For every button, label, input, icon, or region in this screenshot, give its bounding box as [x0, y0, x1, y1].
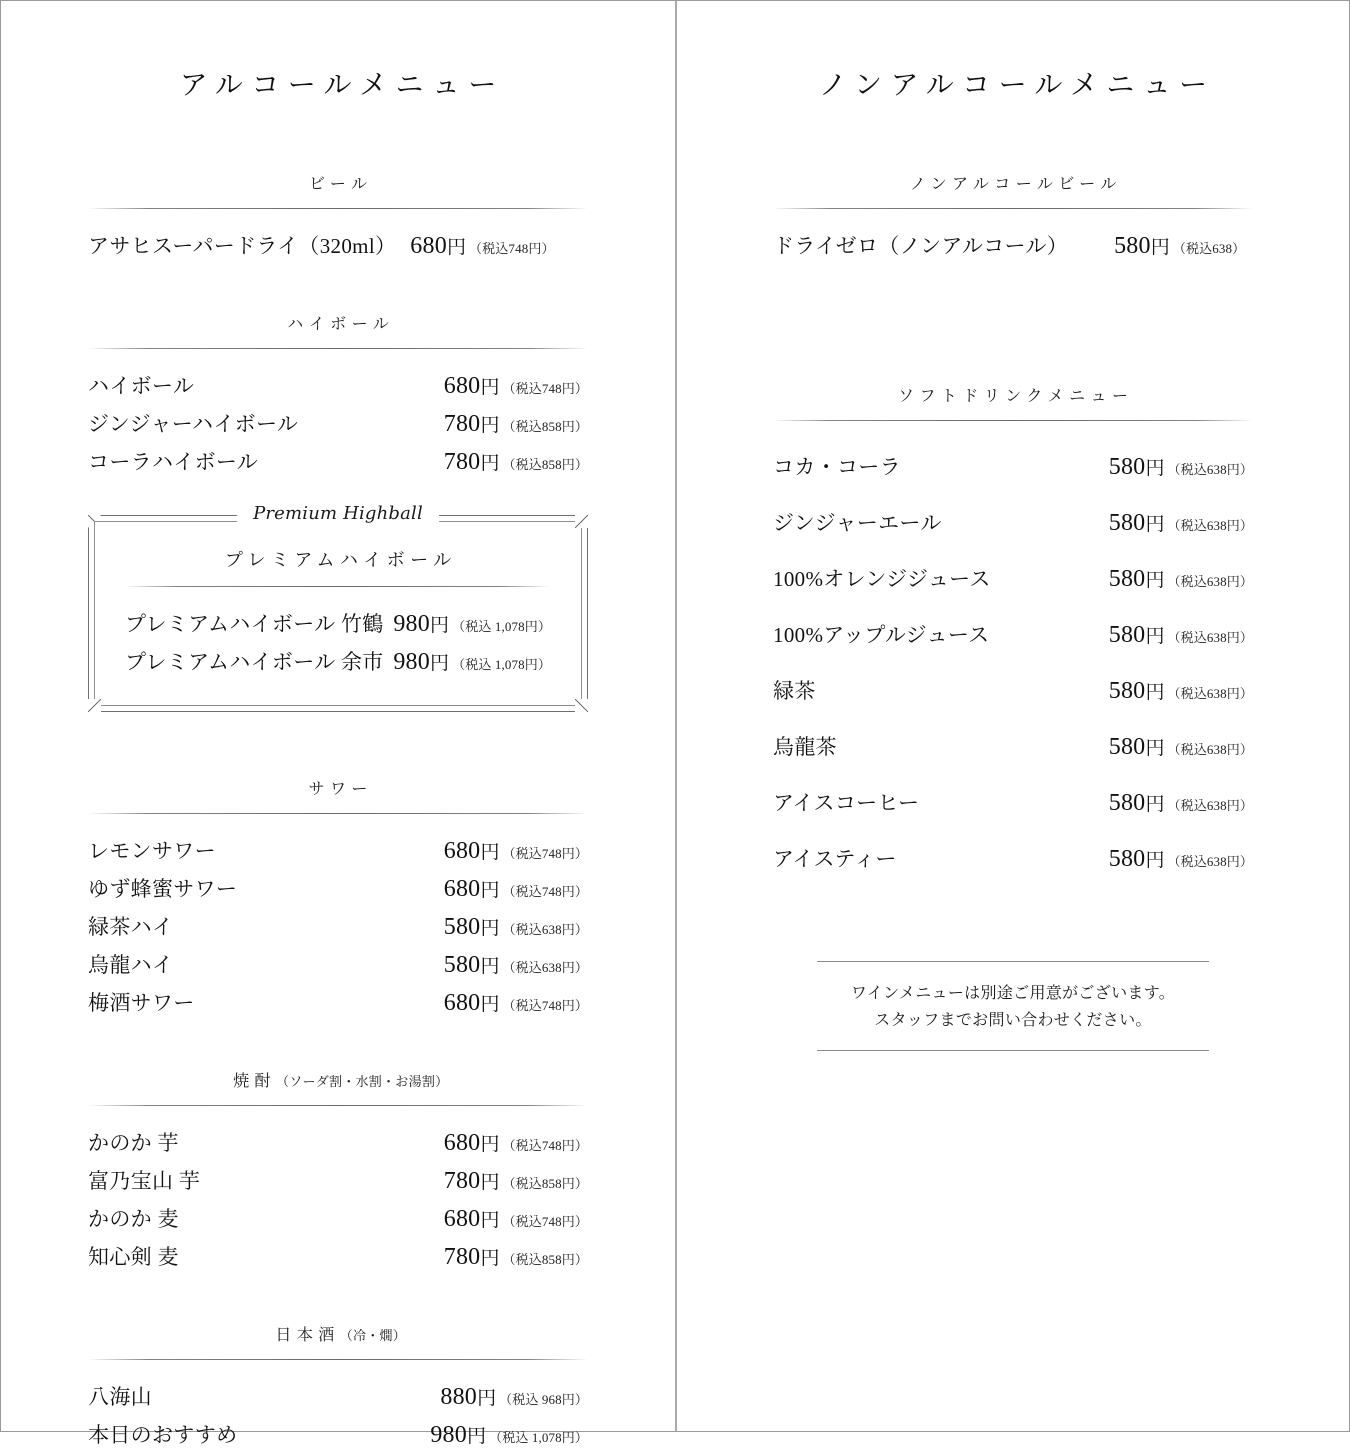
item-name: アサヒスーパードライ（320ml） — [88, 234, 397, 258]
list-item[interactable] — [88, 1378, 588, 1416]
list-item[interactable] — [88, 984, 588, 1022]
price-yen-unit: 円 — [480, 842, 500, 863]
price-tax-included: （税込 1,078円） — [489, 1430, 588, 1445]
item-price — [444, 877, 588, 901]
premium-highball-callout — [88, 503, 588, 712]
price-tax-included: （税込638円） — [502, 960, 588, 975]
item-name: プレミアムハイボール 竹鶴 — [125, 612, 384, 636]
list-item[interactable] — [88, 1238, 588, 1276]
price-number: 580 — [1108, 734, 1146, 760]
item-list-sour — [88, 832, 588, 1022]
section-heading-text: ビール — [309, 176, 373, 193]
item-price — [444, 1207, 588, 1231]
item-price — [444, 450, 588, 474]
price-tax-included: （税込638円） — [1167, 854, 1253, 869]
list-item[interactable] — [125, 643, 551, 681]
section-rule — [773, 208, 1253, 209]
section-heading-non-alcohol-beer — [773, 171, 1253, 194]
item-name: 緑茶 — [773, 679, 816, 703]
item-list-shochu — [88, 1124, 588, 1276]
item-price — [393, 650, 551, 674]
price-yen-unit: 円 — [1145, 458, 1165, 479]
note-line-1: ワインメニューは別途ご用意がございます。 — [850, 985, 1176, 1002]
item-price — [1109, 511, 1253, 535]
item-name: 梅酒サワー — [88, 991, 195, 1015]
item-price — [440, 1385, 588, 1409]
price-number: 680 — [443, 1206, 481, 1232]
price-tax-included: （税込748円） — [502, 1138, 588, 1153]
item-name: ドライゼロ（ノンアルコール） — [773, 234, 1069, 258]
section-heading-shochu — [88, 1068, 588, 1091]
price-yen-unit: 円 — [467, 1426, 487, 1447]
price-yen-unit: 円 — [480, 415, 500, 436]
premium-box-rule — [125, 586, 551, 587]
price-number: 680 — [443, 876, 481, 902]
price-yen-unit: 円 — [477, 1388, 497, 1409]
section-heading-text: ノンアルコールビール — [909, 176, 1122, 193]
price-tax-included: （税込748円） — [502, 884, 588, 899]
section-rule — [88, 1359, 588, 1360]
price-yen-unit: 円 — [430, 653, 450, 674]
list-item[interactable] — [773, 495, 1253, 551]
price-tax-included: （税込638円） — [1167, 518, 1253, 533]
price-number: 680 — [443, 1130, 481, 1156]
section-heading-text: ソフトドリンクメニュー — [898, 388, 1134, 405]
item-list-beer — [88, 227, 588, 265]
price-tax-included: （税込748円） — [502, 998, 588, 1013]
price-yen-unit: 円 — [1145, 570, 1165, 591]
price-tax-included: （税込638円） — [1167, 630, 1253, 645]
item-name: 100%アップルジュース — [773, 623, 990, 647]
list-item[interactable] — [125, 605, 551, 643]
section-heading-text: 日本酒 — [275, 1327, 340, 1344]
list-item[interactable] — [88, 367, 588, 405]
item-name: ハイボール — [88, 374, 195, 398]
section-non-alcohol-beer — [773, 171, 1253, 265]
price-tax-included: （税込 968円） — [499, 1392, 588, 1407]
section-rule — [773, 420, 1253, 421]
price-yen-unit: 円 — [1145, 682, 1165, 703]
price-yen-unit: 円 — [1145, 738, 1165, 759]
price-number: 980 — [393, 611, 431, 637]
item-list-soft-drinks — [773, 439, 1253, 887]
price-yen-unit: 円 — [480, 880, 500, 901]
price-number: 980 — [393, 649, 431, 675]
item-price — [444, 1131, 588, 1155]
section-rule — [88, 348, 588, 349]
list-item[interactable] — [88, 832, 588, 870]
item-name: アイスコーヒー — [773, 791, 920, 815]
item-price — [1109, 791, 1253, 815]
price-number: 780 — [443, 449, 481, 475]
item-name: プレミアムハイボール 余市 — [125, 650, 384, 674]
price-tax-included: （税込638円） — [1167, 798, 1253, 813]
section-heading-text: ハイボール — [287, 316, 395, 333]
item-price — [1114, 234, 1245, 258]
section-heading-text: 焼酎 — [233, 1073, 276, 1090]
price-number: 980 — [430, 1422, 468, 1448]
list-item[interactable] — [88, 1162, 588, 1200]
box-corner-bottom-left — [88, 699, 101, 712]
box-corner-bottom-right — [575, 699, 588, 712]
item-name: 緑茶ハイ — [88, 915, 174, 939]
item-price — [444, 374, 588, 398]
price-tax-included: （税込858円） — [502, 457, 588, 472]
price-yen-unit: 円 — [1145, 794, 1165, 815]
list-item[interactable] — [88, 1200, 588, 1238]
item-price — [1109, 735, 1253, 759]
section-soft-drinks — [773, 383, 1253, 887]
item-list-non-alcohol-beer — [773, 227, 1253, 265]
item-name: レモンサワー — [88, 839, 216, 863]
list-item[interactable] — [773, 775, 1253, 831]
list-item[interactable] — [88, 1416, 588, 1454]
section-rule — [88, 208, 588, 209]
price-number: 580 — [1114, 233, 1151, 259]
price-yen-unit: 円 — [430, 615, 450, 636]
price-tax-included: （税込638円） — [1167, 686, 1253, 701]
price-number: 580 — [1108, 566, 1146, 592]
price-number: 580 — [1108, 790, 1146, 816]
price-number: 680 — [410, 233, 448, 259]
section-rule — [88, 1105, 588, 1106]
item-price — [1109, 567, 1253, 591]
price-tax-included: （税込748円） — [502, 1214, 588, 1229]
price-tax-included: （税込638） — [1172, 241, 1246, 256]
list-item[interactable] — [88, 908, 588, 946]
premium-highball-box — [88, 503, 588, 712]
price-number: 880 — [440, 1384, 478, 1410]
price-tax-included: （税込858円） — [502, 1176, 588, 1191]
item-price — [444, 953, 588, 977]
item-price — [1109, 679, 1253, 703]
item-list-sake — [88, 1378, 588, 1454]
section-shochu — [88, 1068, 588, 1276]
price-number: 580 — [1108, 678, 1146, 704]
price-tax-included: （税込748円） — [469, 241, 555, 256]
list-item[interactable] — [773, 227, 1253, 265]
price-tax-included: （税込858円） — [502, 419, 588, 434]
item-name: かのか 麦 — [88, 1207, 179, 1231]
section-rule — [88, 813, 588, 814]
item-name: 知心剣 麦 — [88, 1245, 179, 1269]
price-yen-unit: 円 — [480, 1172, 500, 1193]
price-number: 780 — [443, 411, 481, 437]
price-tax-included: （税込 1,078円） — [452, 619, 551, 634]
item-price — [393, 612, 551, 636]
list-item[interactable] — [88, 405, 588, 443]
price-yen-unit: 円 — [1145, 514, 1165, 535]
price-yen-unit: 円 — [1145, 850, 1165, 871]
section-beer — [88, 171, 588, 265]
premium-box-title: プレミアムハイボール — [224, 550, 457, 570]
item-name: アイスティー — [773, 847, 897, 871]
list-item[interactable] — [88, 227, 588, 265]
price-yen-unit: 円 — [480, 1134, 500, 1155]
price-tax-included: （税込 1,078円） — [452, 657, 551, 672]
price-yen-unit: 円 — [1150, 237, 1170, 258]
list-item[interactable] — [773, 607, 1253, 663]
item-price — [1109, 455, 1253, 479]
price-number: 580 — [1108, 846, 1146, 872]
price-tax-included: （税込638円） — [1167, 574, 1253, 589]
item-name: ゆず蜂蜜サワー — [88, 877, 238, 901]
item-name: 八海山 — [88, 1385, 152, 1409]
price-number: 680 — [443, 838, 481, 864]
price-yen-unit: 円 — [480, 1248, 500, 1269]
item-name: コカ・コーラ — [773, 455, 901, 479]
price-yen-unit: 円 — [480, 956, 500, 977]
note-line-2: スタッフまでお問い合わせください。 — [874, 1012, 1152, 1030]
list-item[interactable] — [88, 443, 588, 481]
price-tax-included: （税込638円） — [1167, 742, 1253, 757]
page-title-alcohol: アルコールメニュー — [179, 70, 505, 101]
price-yen-unit: 円 — [480, 453, 500, 474]
page-title-non-alcohol: ノンアルコールメニュー — [818, 70, 1216, 101]
list-item[interactable] — [88, 1124, 588, 1162]
list-item[interactable] — [773, 719, 1253, 775]
item-name: かのか 芋 — [88, 1131, 179, 1155]
price-tax-included: （税込748円） — [502, 846, 588, 861]
price-yen-unit: 円 — [480, 918, 500, 939]
list-item[interactable] — [773, 551, 1253, 607]
item-price — [444, 412, 588, 436]
list-item[interactable] — [88, 870, 588, 908]
price-yen-unit: 円 — [480, 1210, 500, 1231]
price-yen-unit: 円 — [480, 377, 500, 398]
item-list-premium-highball — [125, 605, 551, 681]
price-number: 680 — [443, 373, 481, 399]
section-sour — [88, 776, 588, 1022]
item-price — [444, 1245, 588, 1269]
section-heading-beer — [88, 171, 588, 194]
item-price — [1109, 623, 1253, 647]
item-price — [444, 991, 588, 1015]
list-item[interactable] — [773, 439, 1253, 495]
item-name: ジンジャーハイボール — [88, 412, 299, 436]
item-price — [444, 1169, 588, 1193]
section-heading-soft-drinks — [773, 383, 1253, 406]
alcohol-menu-page — [1, 1, 677, 1448]
price-yen-unit: 円 — [1145, 626, 1165, 647]
price-number: 780 — [443, 1168, 481, 1194]
price-tax-included: （税込748円） — [502, 381, 588, 396]
price-number: 580 — [1108, 510, 1146, 536]
section-heading-sake — [88, 1322, 588, 1345]
item-price — [410, 234, 554, 258]
section-heading-sour — [88, 776, 588, 799]
list-item[interactable] — [88, 946, 588, 984]
section-sake — [88, 1322, 588, 1454]
item-name: 本日のおすすめ — [88, 1423, 238, 1447]
price-number: 680 — [443, 990, 481, 1016]
non-alcohol-menu-page — [677, 1, 1349, 1431]
section-heading-sub: （ソーダ割・水割・お湯割） — [275, 1074, 449, 1089]
box-corner-top-right — [575, 515, 588, 528]
item-name: ジンジャーエール — [773, 511, 942, 535]
section-heading-sub: （冷・燗） — [339, 1328, 407, 1343]
price-number: 780 — [443, 1244, 481, 1270]
price-number: 580 — [443, 952, 481, 978]
price-tax-included: （税込638円） — [502, 922, 588, 937]
price-yen-unit: 円 — [447, 237, 467, 258]
item-price — [444, 915, 588, 939]
item-price — [1109, 847, 1253, 871]
list-item[interactable] — [773, 663, 1253, 719]
item-price — [430, 1423, 588, 1447]
item-name: 富乃宝山 芋 — [88, 1169, 201, 1193]
item-name: 100%オレンジジュース — [773, 567, 991, 591]
wine-menu-note — [817, 961, 1209, 1051]
price-number: 580 — [1108, 454, 1146, 480]
price-tax-included: （税込638円） — [1167, 462, 1253, 477]
price-tax-included: （税込858円） — [502, 1252, 588, 1267]
list-item[interactable] — [773, 831, 1253, 887]
price-yen-unit: 円 — [480, 994, 500, 1015]
section-heading-highball — [88, 311, 588, 334]
price-number: 580 — [1108, 622, 1146, 648]
premium-script-label: Premium Highball — [237, 503, 439, 524]
item-name: コーラハイボール — [88, 450, 259, 474]
section-highball — [88, 311, 588, 481]
item-price — [444, 839, 588, 863]
price-number: 580 — [443, 914, 481, 940]
item-list-highball — [88, 367, 588, 481]
item-name: 烏龍ハイ — [88, 953, 174, 977]
item-name: 烏龍茶 — [773, 735, 837, 759]
section-heading-text: サワー — [308, 781, 373, 798]
